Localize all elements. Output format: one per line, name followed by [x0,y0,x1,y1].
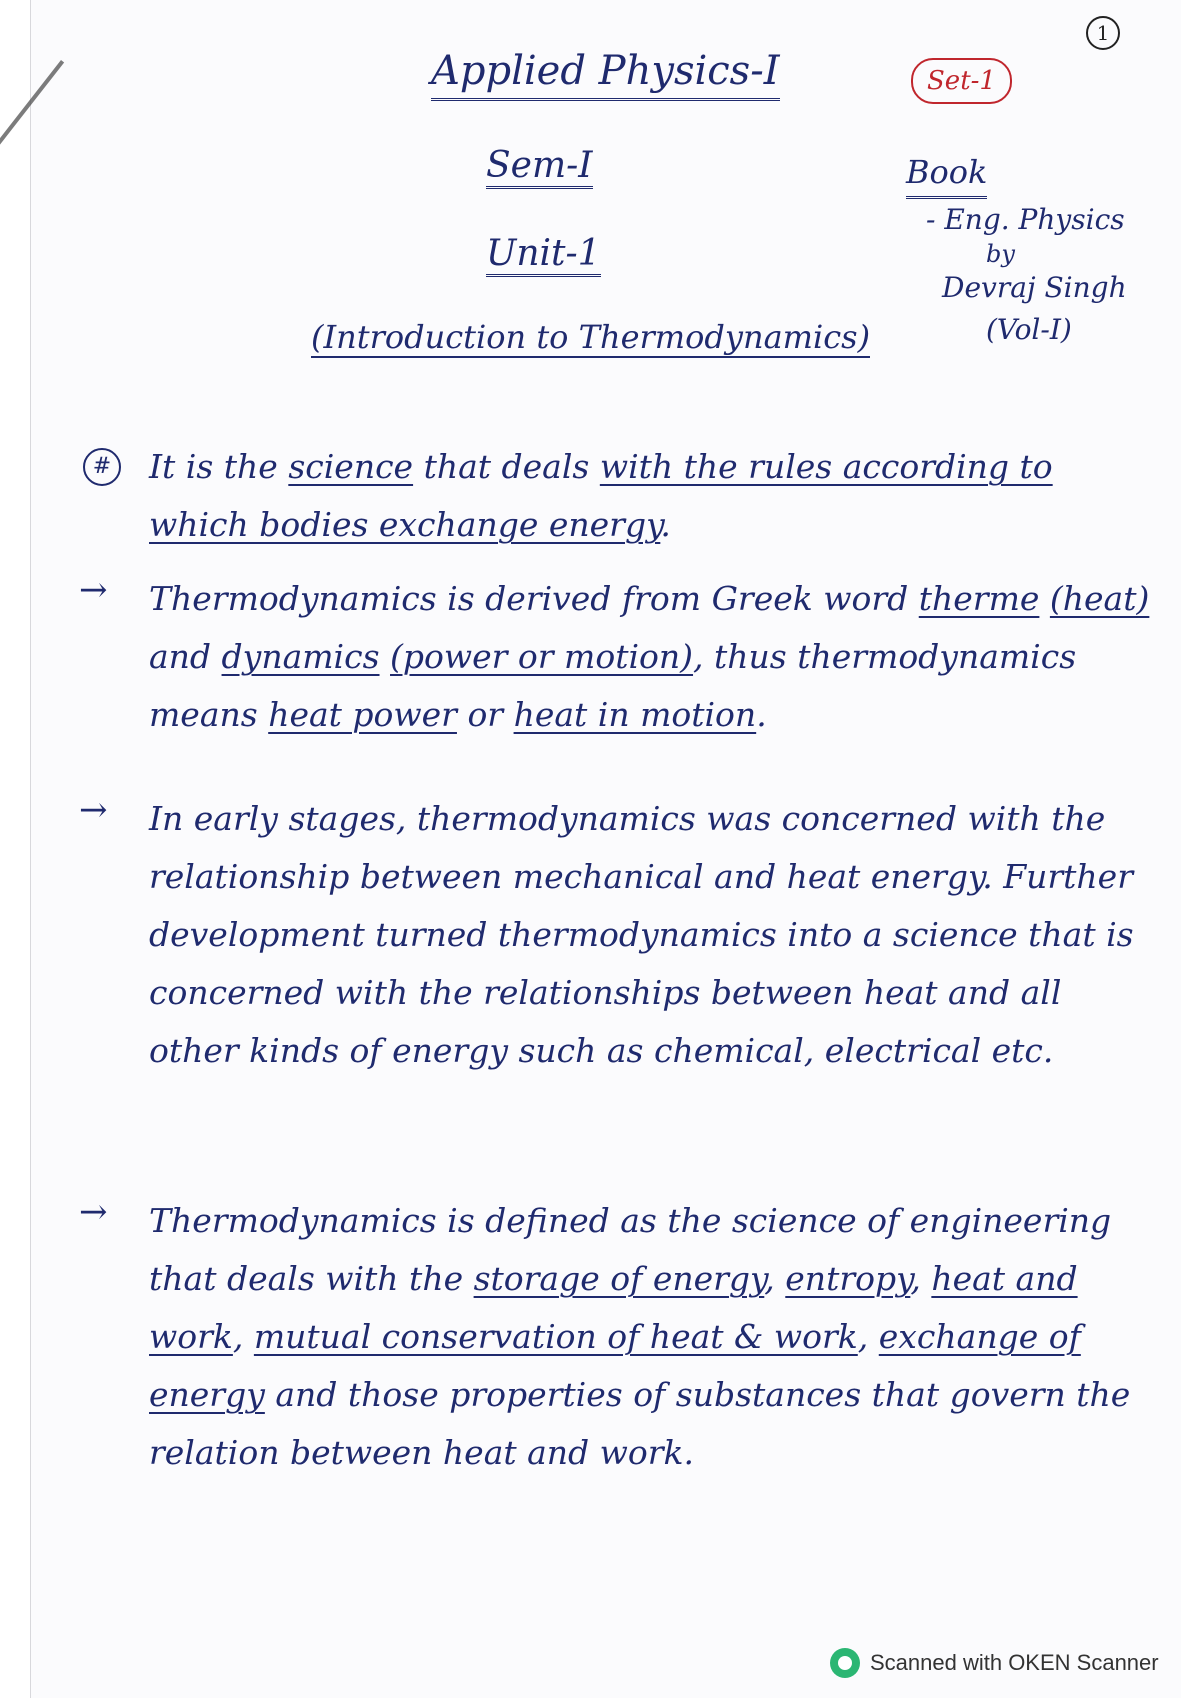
arrow-bullet-icon: → [79,1192,108,1232]
book-reference [906,148,1156,351]
scanner-text: Scanned with OKEN Scanner [870,1650,1159,1675]
scanner-logo-icon [830,1648,860,1678]
arrow-bullet-icon: → [79,570,108,610]
unit-subtitle: (Introduction to Thermodynamics) [311,318,871,356]
page-number: 1 [1086,16,1120,50]
book-volume: (Vol-I) [986,313,1072,347]
book-heading: Book [906,148,987,199]
semester-heading: Sem-I [486,145,593,189]
book-name: - Eng. Physics [926,203,1125,236]
book-by: by [986,240,1015,268]
arrow-bullet-icon: → [79,790,108,830]
book-author: Devraj Singh [942,271,1127,305]
paragraph-definition: It is the science that deals with the rules according to which bodies exchange energy. [149,447,1053,544]
hash-bullet-icon: # [83,448,121,486]
paragraph-etymology: Thermodynamics is derived from Greek word therme (heat) and dynamics (power or motion), thus thermodynamics means heat power or heat in motion. [149,579,1150,734]
set-badge: Set-1 [911,58,1012,104]
paragraph-engineering-definition: Thermodynamics is defined as the science of engineering that deals with the storage of energy, entropy, heat and work, mutual conservation of heat & work, exchange of energy and those properties of substances that govern the relation between heat and work. [149,1201,1131,1472]
unit-heading: Unit-1 [486,233,601,277]
notebook-page [30,0,1181,1698]
pen-mark [0,60,64,181]
scanner-watermark [830,1646,1159,1680]
page-title: Applied Physics-I [431,48,780,101]
paragraph-history: In early stages, thermodynamics was concerned with the relationship between mechanical and heat energy. Further development turned thermodynamics into a science that is concerned with the relationships between heat and all other kinds of energy such as chemical, electrical etc. [149,799,1134,1070]
